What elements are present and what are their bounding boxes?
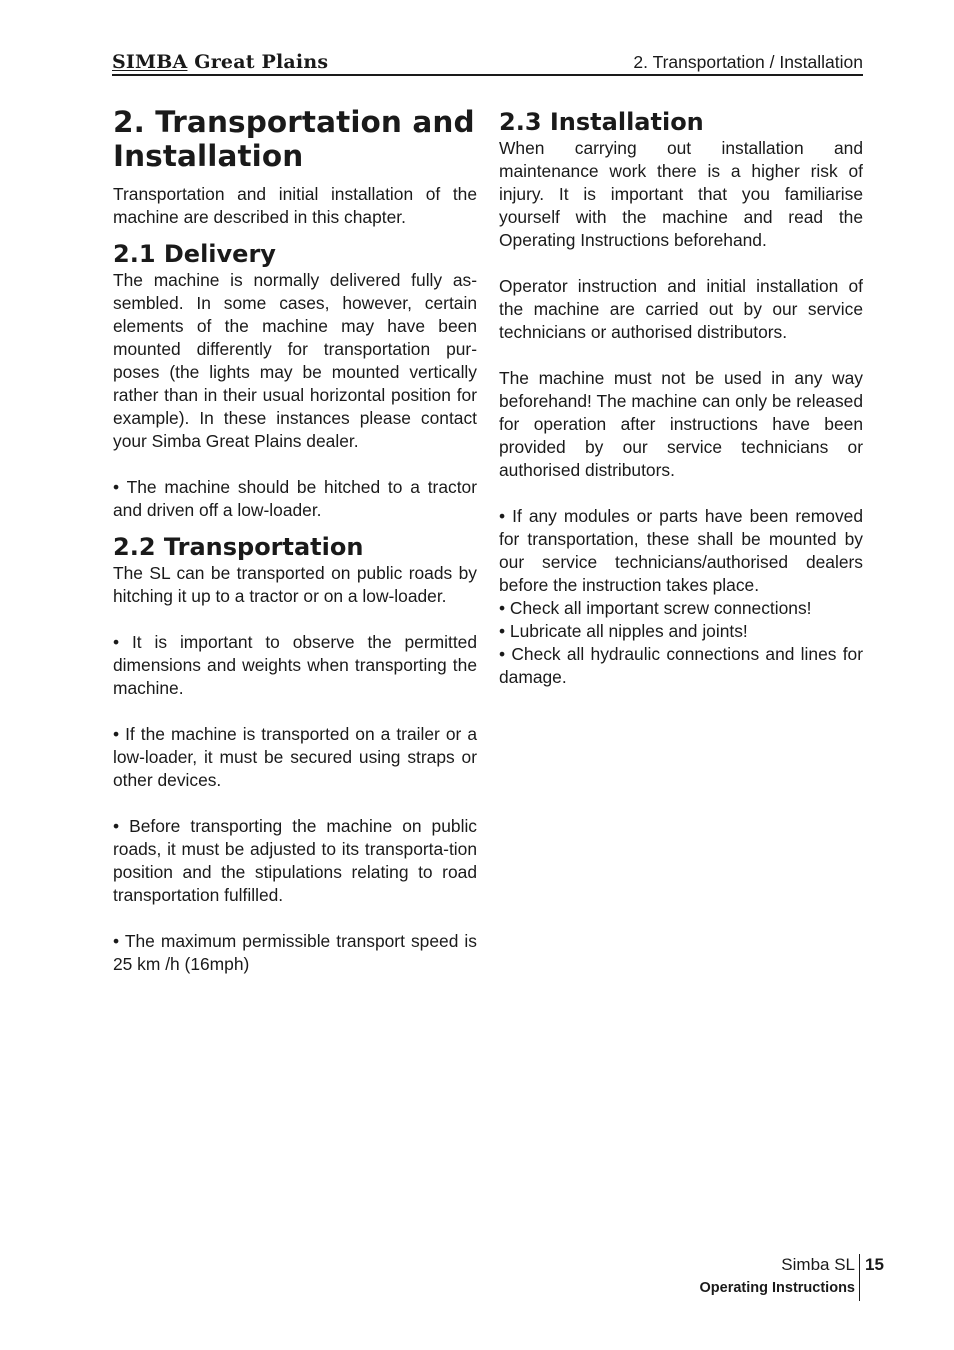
- transport-bullet-position: • Before transporting the machine on public roads, it must be adjusted to its transporta-tion position and the stipulations relating to road transportation fulfilled.: [113, 816, 477, 905]
- install-bullet-screws: • Check all important screw connections!: [499, 598, 812, 618]
- transport-bullet-securing: • If the machine is transported on a trailer or a low-loader, it must be secured using straps or other devices.: [113, 724, 477, 790]
- install-paragraph-release: The machine must not be used in any way beforehand! The machine can only be released for operation after instructions have been provided by our service technicians or authorised distributors.: [499, 368, 863, 480]
- section-heading-transportation: 2.2 Transportation: [113, 533, 364, 561]
- chapter-intro: Transportation and initial installation of the machine are described in this chapter.: [113, 184, 477, 227]
- brand-logo: [112, 51, 328, 73]
- install-bullet-lubricate: • Lubricate all nipples and joints!: [499, 621, 748, 641]
- chapter-title: 2. Transportation and Installation: [113, 105, 475, 173]
- transport-bullet-speed: • The maximum permissible transport speed is 25 km /h (16mph): [113, 931, 477, 974]
- install-paragraph-risk: When carrying out installation and maintenance work there is a higher risk of injury. It is important that you familiarise yourself with the machine and read the Operating Instructions beforehand.: [499, 138, 863, 250]
- section-heading-installation: 2.3 Installation: [499, 108, 704, 136]
- delivery-bullet: • The machine should be hitched to a tractor and driven off a low-loader.: [113, 477, 477, 520]
- brand-simba: SIMBA: [112, 51, 188, 73]
- brand-great-plains: Great Plains: [194, 51, 329, 73]
- page-number: 15: [865, 1255, 884, 1274]
- footer-document-type: Operating Instructions: [699, 1280, 855, 1296]
- page-header: [112, 50, 863, 76]
- running-chapter-title: 2. Transportation / Installation: [633, 52, 863, 72]
- transport-paragraph: The SL can be transported on public roads by hitching it up to a tractor or on a low-loader.: [113, 563, 477, 606]
- transport-bullet-dimensions: • It is important to observe the permitted dimensions and weights when transporting the machine.: [113, 632, 477, 698]
- left-column: [113, 105, 477, 976]
- right-column: [499, 105, 863, 689]
- footer-product-name: Simba SL: [781, 1255, 855, 1274]
- section-heading-delivery: 2.1 Delivery: [113, 240, 276, 268]
- footer-divider: [859, 1254, 860, 1301]
- install-paragraph-operator: Operator instruction and initial installation of the machine are carried out by our service technicians or authorised distributors.: [499, 276, 863, 342]
- delivery-paragraph: The machine is normally delivered fully as-sembled. In some cases, however, certain elements of the machine may have been mounted differently for transportation pur-poses (the lights may be mounted vertically rather than in their usual horizontal position for example). In these instances please contact your Simba Great Plains dealer.: [113, 270, 477, 451]
- install-bullet-hydraulics: • Check all hydraulic connections and lines for damage.: [499, 644, 863, 687]
- install-bullet-modules: • If any modules or parts have been removed for transportation, these shall be mounted by our service technicians/authorised dealers before the instruction takes place.: [499, 506, 863, 595]
